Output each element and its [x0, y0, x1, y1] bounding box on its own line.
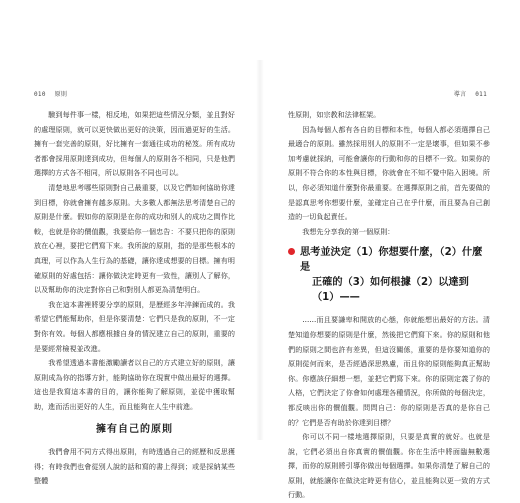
- left-body-text: [34, 108, 235, 489]
- left-running-header: [34, 89, 67, 98]
- right-body-text: [288, 108, 490, 503]
- callout-line-2: 正確的（3）如何根據（2）以達到（1）——: [312, 277, 469, 304]
- left-paragraph: 驗到每件事一樣，相反地，如果把這些情況分類，並且對好的處理原則，就可以更快做出更好的決策，因而過更好的生活。擁有一套完善的原則，好比擁有一套通往成功的秘笈。所有成功者都會採用原則達到成功，但每個人的原則各不相同，只是他們選擇的方式各不相同，所以原則各不同也可以。: [34, 110, 235, 178]
- left-page-number: 010: [34, 91, 46, 98]
- left-paragraph: 我希望透過本書能激勵讀者以自己的方式建立好的原則，讓原則成為你的指導方針，能夠協助你在現實中做出最好的選擇。這也是我寫這本書的目的，讓你能夠了解原則，並從中獲取幫助，進而活出更好的人生，而且能夠在人生中前進。: [34, 358, 235, 411]
- principle-callout: [288, 245, 490, 305]
- left-page: [0, 0, 260, 500]
- right-running-header: [454, 89, 487, 98]
- right-paragraph: ……而且要謙卑和開放的心態，你就能想出最好的方法。清楚知道你想要的原則是什麼，然後把它們寫下來。你的原則和他們的原則之間也許有差異，但這沒關係，重要的是你要知道你的原則從何而來，是否經過深思熟慮，而且你的原則能夠真正幫助你。你應該仔細想一想，並把它們寫下來。你的原則定義了你的人格，它們決定了你會如何處理各種情況，你所做的每個決定，都反映出你的價值觀。問問自己：你的原則是否真的是你自己的？它們是否有助於你達到目標？: [288, 315, 490, 427]
- right-page-number: 011: [475, 91, 487, 98]
- right-page: [260, 0, 520, 500]
- left-paragraph: 我在這本書裡將要分享的原則，是歷經多年淬鍊而成的。我希望它們能幫助你，但是你要清楚：它們只是我的原則，不一定對你有效。每個人都應根據自身的情況建立自己的原則，重要的是要經常檢視並改進。: [34, 299, 235, 353]
- lead-in-text: 我想先分享我的第一個原則：: [302, 226, 395, 236]
- right-running-head: 導言: [453, 91, 467, 98]
- callout-line-1: 思考並決定（1）你想要什麼，（2）什麼是: [300, 247, 483, 274]
- left-paragraph: 我們會用不同方式得出原則，有時透過自己的經歷和反思獲得；有時我們也會從別人說的話和寫的書上得到；或是採納某些整體: [34, 447, 235, 486]
- right-paragraph: 因為每個人都有各自的目標和本性，每個人都必須選擇自己最適合的原則。雖然採用別人的原則不一定是壞事，但如果不參加考慮就採納，可能會讓你的行動和你的目標不一致。如果你的原則不符合你的本性與目標，你就會在不知不覺中陷入困境。所以，你必須知道什麼對你最重要。在選擇原則之前，首先要做的是認真思考你想要什麼，並確定自己在乎什麼，而且要為自己創造的一切負起責任。: [288, 124, 490, 222]
- left-paragraph: 清楚地思考哪些原則對自己最重要，以及它們如何協助你達到目標，你就會擁有越多原則。大多數人都無法思考清楚自己的原則是什麼。假如你的原則是在你的成功和別人的成功之間作比較，也就是你的價值觀，我要給你一個忠告：不要只把你的原則放在心裡，要把它們寫下來。我所說的原則，指的是那些根本的真理，可以作為人生行為的基礎，讓你達成想要的目標。擁有明確原則的好處包括：讓你做決定時更有一致性，讓別人了解你，以及幫助你的決定對你自己和對別人都更為清楚明白。: [34, 182, 235, 295]
- left-running-head: 原則: [54, 91, 68, 98]
- right-paragraph: 性原則，如宗教和法律框架。: [288, 110, 381, 119]
- right-paragraph: 你可以不同一樣地選擇原則，只要是真實的就好。也就是說，它們必須出自你真實的價值觀。你在生活中將面臨無數選擇，而你的原則將引導你做出每個選擇。如果你清楚了解自己的原則，就能讓你在做決定時更有信心，並且能夠以更一致的方式行動。: [288, 432, 490, 500]
- section-heading: 擁有自己的原則: [96, 424, 173, 436]
- bullet-dot-icon: [288, 248, 295, 255]
